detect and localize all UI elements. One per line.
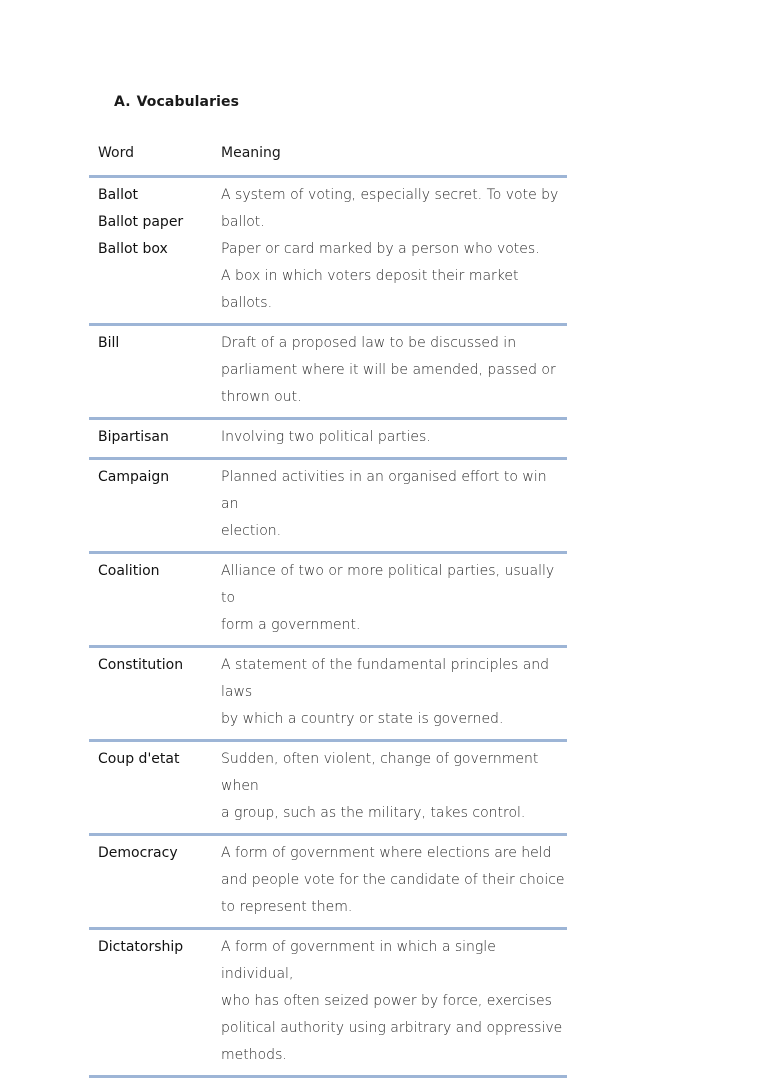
meaning-cell [212, 553, 567, 647]
vocab-word: Coalition [98, 563, 160, 579]
column-header-meaning: Meaning [212, 134, 567, 177]
word-cell [89, 459, 212, 553]
meaning-line: A system of voting, especially secret. To vote by [221, 187, 559, 203]
table-row [89, 835, 567, 929]
meaning-line: to represent them. [221, 899, 353, 915]
meaning-line: Planned activities in an organised effort to win an [221, 469, 547, 512]
word-cell [89, 929, 212, 1077]
meaning-line: A form of government where elections are held [221, 845, 552, 861]
vocab-word: Ballot [98, 187, 139, 203]
meaning-line: methods. [221, 1047, 287, 1063]
vocab-word: Constitution [98, 657, 184, 673]
section-heading [114, 94, 239, 110]
table-row [89, 419, 567, 459]
word-cell [89, 741, 212, 835]
meaning-line: election. [221, 523, 282, 539]
word-cell [89, 647, 212, 741]
meaning-line: A statement of the fundamental principles and laws [221, 657, 550, 700]
vocab-word: Campaign [98, 469, 170, 485]
meaning-line: Alliance of two or more political parties, usually to [221, 563, 555, 606]
word-cell [89, 835, 212, 929]
vocab-word: Ballot paper [98, 214, 184, 230]
meaning-line: Involving two political parties. [221, 429, 431, 445]
vocab-word: Bipartisan [98, 429, 169, 445]
table-row [89, 647, 567, 741]
meaning-cell [212, 929, 567, 1077]
word-cell [89, 419, 212, 459]
word-cell [89, 325, 212, 419]
column-header-word: Word [89, 134, 212, 177]
meaning-line: Draft of a proposed law to be discussed in [221, 335, 517, 351]
meaning-line: A form of government in which a single individual, [221, 939, 496, 982]
vocab-word: Ballot box [98, 241, 168, 257]
table-header-row [89, 134, 567, 177]
meaning-cell [212, 419, 567, 459]
table-row [89, 741, 567, 835]
table-row [89, 459, 567, 553]
vocab-word: Democracy [98, 845, 178, 861]
meaning-line: who has often seized power by force, exercises [221, 993, 552, 1009]
meaning-line: a group, such as the military, takes control. [221, 805, 526, 821]
table-row [89, 553, 567, 647]
meaning-line: by which a country or state is governed. [221, 711, 504, 727]
table-row [89, 325, 567, 419]
meaning-cell [212, 647, 567, 741]
vocab-word: Bill [98, 335, 120, 351]
meaning-cell [212, 741, 567, 835]
meaning-cell [212, 177, 567, 325]
meaning-line: form a government. [221, 617, 361, 633]
meaning-line: Paper or card marked by a person who votes. [221, 241, 540, 257]
word-cell [89, 553, 212, 647]
table-body [89, 177, 567, 1077]
meaning-line: Sudden, often violent, change of government when [221, 751, 539, 794]
word-cell [89, 177, 212, 325]
meaning-line: thrown out. [221, 389, 302, 405]
table-row [89, 929, 567, 1077]
section-title-text: Vocabularies [136, 94, 240, 110]
vocab-word: Dictatorship [98, 939, 184, 955]
meaning-line: political authority using arbitrary and oppressive [221, 1020, 563, 1036]
meaning-line: A box in which voters deposit their market ballots. [221, 268, 519, 311]
meaning-line: ballot. [221, 214, 265, 230]
section-marker: A. [114, 94, 131, 110]
meaning-line: and people vote for the candidate of their choice [221, 872, 565, 888]
meaning-cell [212, 459, 567, 553]
meaning-cell [212, 325, 567, 419]
vocabulary-table [89, 134, 567, 1078]
meaning-cell [212, 835, 567, 929]
vocab-word: Coup d'etat [98, 751, 180, 767]
meaning-line: parliament where it will be amended, passed or [221, 362, 556, 378]
table-row [89, 177, 567, 325]
